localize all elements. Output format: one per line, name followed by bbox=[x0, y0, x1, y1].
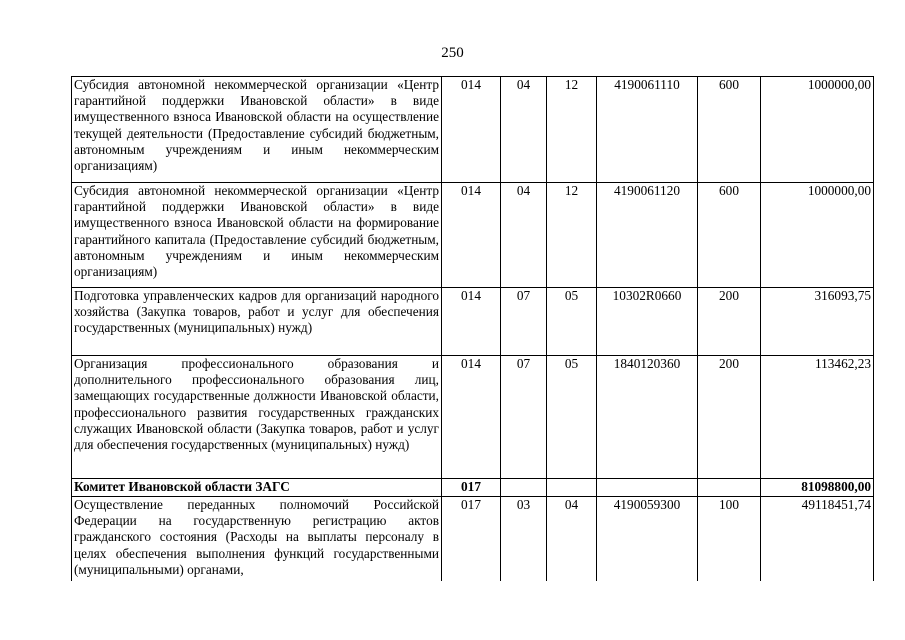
table-row bbox=[72, 497, 874, 582]
ministry-code: 017 bbox=[442, 479, 501, 497]
department-title: Комитет Ивановской области ЗАГС bbox=[72, 479, 442, 497]
ministry-code: 014 bbox=[442, 77, 501, 183]
expense-type-code: 200 bbox=[698, 356, 761, 479]
table-row bbox=[72, 356, 874, 479]
amount: 113462,23 bbox=[761, 356, 874, 479]
section-code: 07 bbox=[501, 288, 547, 356]
target-article-code: 4190059300 bbox=[597, 497, 698, 582]
expense-type-code: 600 bbox=[698, 77, 761, 183]
expense-type-code: 100 bbox=[698, 497, 761, 582]
amount: 81098800,00 bbox=[761, 479, 874, 497]
amount: 316093,75 bbox=[761, 288, 874, 356]
section-code: 07 bbox=[501, 356, 547, 479]
expense-type-code: 200 bbox=[698, 288, 761, 356]
section-code: 03 bbox=[501, 497, 547, 582]
expense-type-code: 600 bbox=[698, 183, 761, 288]
target-article-code: 4190061120 bbox=[597, 183, 698, 288]
subsection-code: 12 bbox=[547, 77, 597, 183]
ministry-code: 014 bbox=[442, 288, 501, 356]
subsection-code: 05 bbox=[547, 356, 597, 479]
expense-type-code bbox=[698, 479, 761, 497]
subsection-code: 04 bbox=[547, 497, 597, 582]
target-article-code bbox=[597, 479, 698, 497]
subsection-code: 05 bbox=[547, 288, 597, 356]
ministry-code: 017 bbox=[442, 497, 501, 582]
table-row bbox=[72, 77, 874, 183]
page-number: 250 bbox=[441, 45, 464, 61]
target-article-code: 1840120360 bbox=[597, 356, 698, 479]
table-row bbox=[72, 183, 874, 288]
amount: 49118451,74 bbox=[761, 497, 874, 582]
row-description: Субсидия автономной некоммерческой организации «Центр гарантийной поддержки Ивановской области» в виде имущественного взноса Ивановской области на осуществление текущей деятельности (Предоставление субсидий бюджетным, автономным учреждениям и иным некоммерческим организациям) bbox=[72, 77, 442, 183]
section-code: 04 bbox=[501, 77, 547, 183]
subsection-code: 12 bbox=[547, 183, 597, 288]
ministry-code: 014 bbox=[442, 183, 501, 288]
ministry-code: 014 bbox=[442, 356, 501, 479]
section-code bbox=[501, 479, 547, 497]
subsection-code bbox=[547, 479, 597, 497]
table-row-department-total bbox=[72, 479, 874, 497]
row-description: Организация профессионального образования и дополнительного профессионального образования лиц, замещающих государственные должности Ивановской области, профессионального развития государственных гражданских служащих Ивановской области (Закупка товаров, работ и услуг для обеспечения государственных (муниципальных) нужд) bbox=[72, 356, 442, 479]
amount: 1000000,00 bbox=[761, 77, 874, 183]
section-code: 04 bbox=[501, 183, 547, 288]
target-article-code: 10302R0660 bbox=[597, 288, 698, 356]
budget-table bbox=[71, 76, 874, 581]
row-description: Субсидия автономной некоммерческой организации «Центр гарантийной поддержки Ивановской области» в виде имущественного взноса Ивановской области на формирование гарантийного капитала (Предоставление субсидий бюджетным, автономным учреждениям и иным некоммерческим организациям) bbox=[72, 183, 442, 288]
table-row bbox=[72, 288, 874, 356]
row-description: Осуществление переданных полномочий Российской Федерации на государственную регистрацию актов гражданского состояния (Расходы на выплаты персоналу в целях обеспечения выполнения функций государственными (муниципальными) органами, bbox=[72, 497, 442, 582]
target-article-code: 4190061110 bbox=[597, 77, 698, 183]
amount: 1000000,00 bbox=[761, 183, 874, 288]
row-description: Подготовка управленческих кадров для организаций народного хозяйства (Закупка товаров, работ и услуг для обеспечения государственных (муниципальных) нужд) bbox=[72, 288, 442, 356]
